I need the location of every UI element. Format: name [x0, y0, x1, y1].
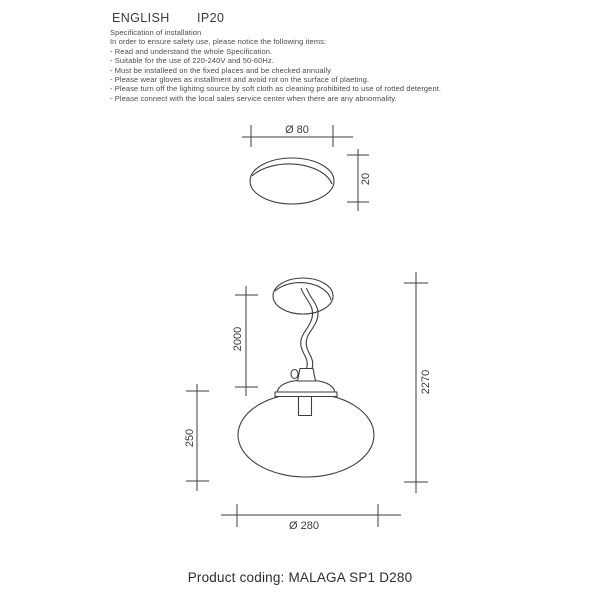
shade-cap-brim: [275, 392, 337, 397]
spec-intro: In order to ensure safety use, please notice the following items:: [110, 37, 327, 47]
shade-cap-dome: [277, 380, 335, 393]
ceiling-canopy-outline: [273, 278, 333, 314]
shade-diameter-label: Ø 280: [289, 520, 319, 532]
ceiling-canopy-rim: [275, 283, 331, 300]
canopy-side-view: [250, 158, 334, 204]
cable-holder: [298, 369, 316, 382]
suspension-cable: [301, 288, 313, 371]
ip-rating-label: IP20: [197, 11, 225, 25]
cord-length-label: 2000: [232, 326, 244, 352]
canopy-height-label: 20: [360, 172, 372, 186]
spec-item: - Read and understand the whole Specification.: [110, 46, 273, 56]
canopy-outline: [250, 158, 334, 204]
overall-drop-label: 2270: [420, 369, 432, 395]
shade-height-label: 250: [184, 428, 196, 448]
spec-item: - Please wear gloves as installment and avoid rot on the surface of plaeting.: [110, 75, 370, 85]
spec-item: - Please connect with the local sales service center when there are any abnormality.: [110, 93, 397, 103]
spec-item: - Suitable for the use of 220-240V and 50-60Hz.: [110, 56, 274, 66]
canopy-rim-line: [252, 164, 332, 184]
cable-hook-knob: [291, 370, 298, 379]
spec-item: - Please turn off the lighitng source by soft cloth as cleaning prohibited to use of rotted detergent.: [110, 84, 442, 94]
pendant-lamp-view: [238, 278, 374, 477]
lamp-socket: [299, 397, 312, 416]
language-label: ENGLISH: [112, 11, 170, 25]
canopy-diameter-label: Ø 80: [285, 124, 309, 136]
spec-item: - Must be installeed on the fixed places and be checked annually: [110, 65, 332, 75]
spec-title: Specification of installation: [110, 28, 202, 37]
product-coding: Product coding: MALAGA SP1 D280: [187, 570, 413, 585]
